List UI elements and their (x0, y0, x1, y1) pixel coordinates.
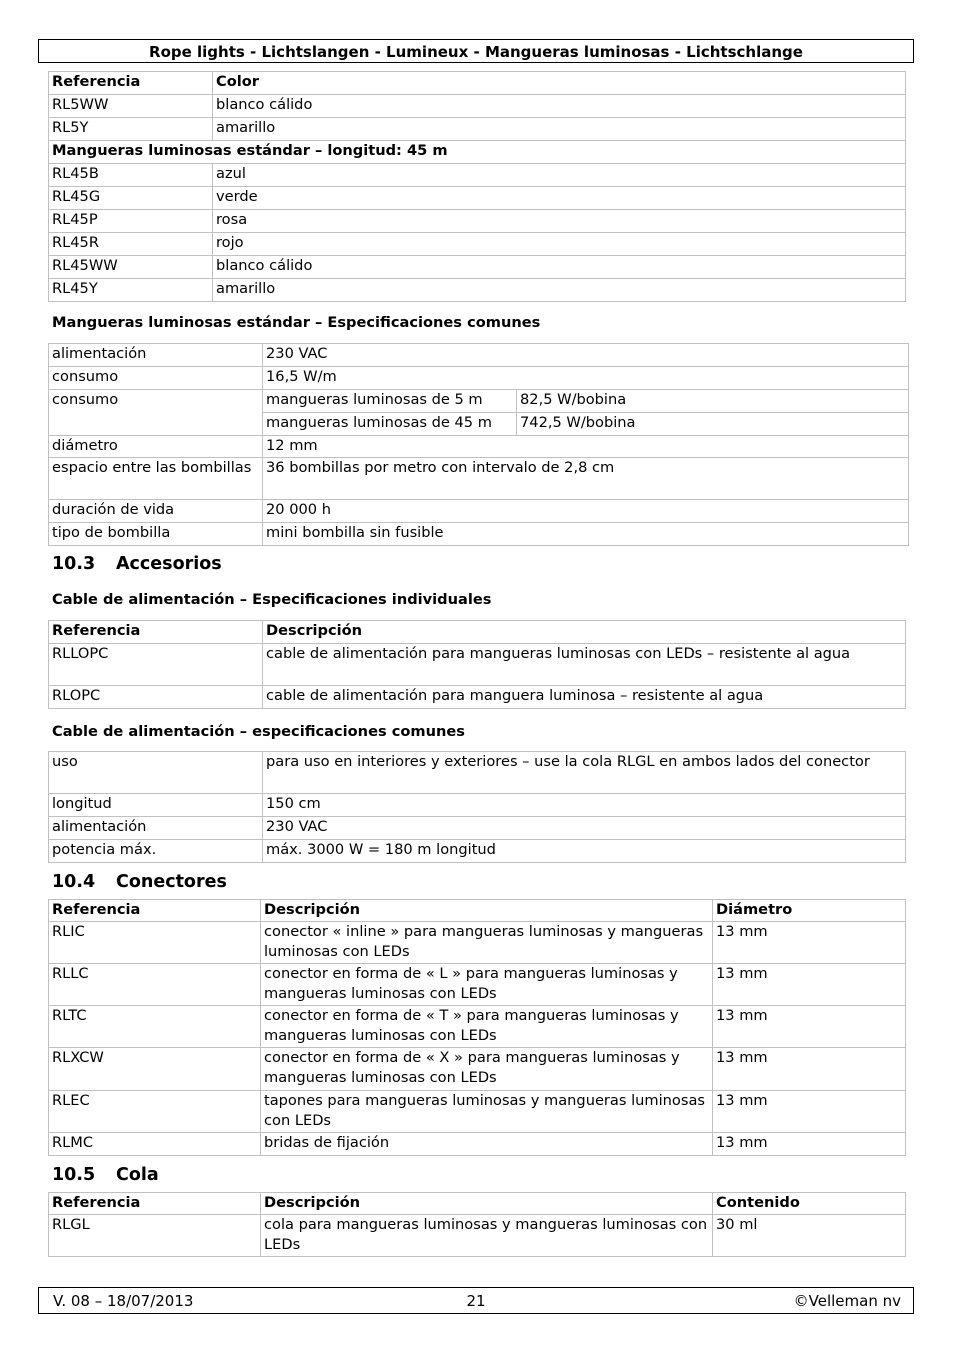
table-cell: conector en forma de « T » para mangueras luminosas y mangueras luminosas con LEDs (261, 1006, 713, 1048)
table-cell: 13 mm (713, 922, 906, 964)
table-cell: verde (213, 187, 906, 210)
spec-label: longitud (49, 794, 263, 817)
table-row (49, 840, 906, 863)
table-cell: amarillo (213, 279, 906, 302)
spec-label: alimentación (49, 817, 263, 840)
table-cell: 13 mm (713, 1006, 906, 1048)
table-cell: 30 ml (713, 1215, 906, 1257)
table-cell: 13 mm (713, 1091, 906, 1133)
table-row (49, 500, 909, 523)
table-cell: RL45B (49, 164, 213, 187)
spec-value: 230 VAC (263, 344, 909, 367)
specs-common-table (48, 343, 909, 546)
table-cell: blanco cálido (213, 256, 906, 279)
spec-label: uso (49, 752, 263, 794)
table-cell: RLIC (49, 922, 261, 964)
table-cell: RLGL (49, 1215, 261, 1257)
table-row (49, 1091, 906, 1133)
connectors-table (48, 899, 906, 1156)
page-header: Rope lights - Lichtslangen - Lumineux - Mangueras luminosas - Lichtschlange (38, 39, 914, 63)
footer-version: V. 08 – 18/07/2013 (53, 1292, 194, 1310)
table-row (49, 458, 909, 500)
table-row (49, 233, 906, 256)
section-title: Accesorios (116, 554, 222, 574)
section-row (49, 141, 906, 164)
spec-value: 20 000 h (263, 500, 909, 523)
spec-label: duración de vida (49, 500, 263, 523)
table-row (49, 817, 906, 840)
header-cell: Referencia (49, 1193, 261, 1215)
page-number: 21 (466, 1292, 486, 1310)
spec-value: 16,5 W/m (263, 367, 909, 390)
cable-individual-table (48, 620, 906, 709)
table-cell: RL45Y (49, 279, 213, 302)
table-header-row (49, 1193, 906, 1215)
spec-label: alimentación (49, 344, 263, 367)
spec-sub-value: 82,5 W/bobina (517, 390, 909, 413)
table-row (49, 964, 906, 1006)
table-row (49, 1048, 906, 1091)
table-row (49, 644, 906, 686)
section-title: Conectores (116, 872, 227, 892)
header-cell: Referencia (49, 621, 263, 644)
table-cell: conector « inline » para mangueras luminosas y mangueras luminosas con LEDs (261, 922, 713, 964)
header-cell: Descripción (261, 900, 713, 922)
header-cell: Referencia (49, 900, 261, 922)
header-cell: Contenido (713, 1193, 906, 1215)
spec-label: consumo (49, 390, 263, 436)
table-row (49, 256, 906, 279)
table-row (49, 436, 909, 458)
section-heading-10-4 (52, 872, 227, 892)
cable-individual-heading: Cable de alimentación – Especificaciones individuales (52, 591, 492, 608)
header-cell: Referencia (49, 72, 213, 95)
spec-value: 36 bombillas por metro con intervalo de 2,8 cm (263, 458, 909, 500)
section-number: 10.4 (52, 872, 96, 892)
table-row (49, 1133, 906, 1156)
table-cell: RLLOPC (49, 644, 263, 686)
section-number: 10.5 (52, 1165, 96, 1185)
spec-label: espacio entre las bombillas (49, 458, 263, 500)
table-cell: conector en forma de « L » para mangueras luminosas y mangueras luminosas con LEDs (261, 964, 713, 1006)
table-cell: RL45WW (49, 256, 213, 279)
section-row-label: Mangueras luminosas estándar – longitud: 45 m (49, 141, 906, 164)
spec-value: máx. 3000 W = 180 m longitud (263, 840, 906, 863)
header-cell: Descripción (263, 621, 906, 644)
section-heading-10-3 (52, 554, 222, 574)
table-cell: RL5WW (49, 95, 213, 118)
table-row (49, 210, 906, 233)
header-cell: Descripción (261, 1193, 713, 1215)
table-row (49, 279, 906, 302)
table-header-row (49, 72, 906, 95)
section-heading-10-5 (52, 1165, 159, 1185)
table-cell: cable de alimentación para manguera luminosa – resistente al agua (263, 686, 906, 709)
table-row (49, 1006, 906, 1048)
table-cell: RL45R (49, 233, 213, 256)
table-cell: rosa (213, 210, 906, 233)
spec-label: diámetro (49, 436, 263, 458)
table-header-row (49, 900, 906, 922)
table-cell: blanco cálido (213, 95, 906, 118)
table-cell: rojo (213, 233, 906, 256)
spec-label: consumo (49, 367, 263, 390)
table-cell: RLEC (49, 1091, 261, 1133)
spec-value: 12 mm (263, 436, 909, 458)
table-cell: 13 mm (713, 1133, 906, 1156)
glue-table (48, 1192, 906, 1257)
spec-value: 150 cm (263, 794, 906, 817)
table-cell: 13 mm (713, 964, 906, 1006)
spec-value: 230 VAC (263, 817, 906, 840)
table-cell: 13 mm (713, 1048, 906, 1091)
table-row (49, 1215, 906, 1257)
section-title: Cola (116, 1165, 159, 1185)
table-cell: RLMC (49, 1133, 261, 1156)
table-cell: cable de alimentación para mangueras luminosas con LEDs – resistente al agua (263, 644, 906, 686)
table-cell: cola para mangueras luminosas y mangueras luminosas con LEDs (261, 1215, 713, 1257)
spec-label: tipo de bombilla (49, 523, 263, 546)
table-cell: tapones para mangueras luminosas y mangueras luminosas con LEDs (261, 1091, 713, 1133)
spec-value: para uso en interiores y exteriores – use la cola RLGL en ambos lados del conector (263, 752, 906, 794)
table-row (49, 344, 909, 367)
table-row (49, 686, 906, 709)
table-cell: amarillo (213, 118, 906, 141)
section-number: 10.3 (52, 554, 96, 574)
spec-value: mini bombilla sin fusible (263, 523, 909, 546)
table-cell: RL45G (49, 187, 213, 210)
table-cell: conector en forma de « X » para mangueras luminosas y mangueras luminosas con LEDs (261, 1048, 713, 1091)
footer-copyright: ©Velleman nv (793, 1292, 901, 1310)
specs-common-heading: Mangueras luminosas estándar – Especificaciones comunes (52, 314, 541, 331)
table-row (49, 752, 906, 794)
header-cell: Color (213, 72, 906, 95)
table-row (49, 922, 906, 964)
table-cell: bridas de fijación (261, 1133, 713, 1156)
table-cell: RL5Y (49, 118, 213, 141)
table-cell: RLOPC (49, 686, 263, 709)
table-cell: RLTC (49, 1006, 261, 1048)
table-cell: RL45P (49, 210, 213, 233)
spec-label: potencia máx. (49, 840, 263, 863)
table-row (49, 523, 909, 546)
table-cell: RLLC (49, 964, 261, 1006)
header-cell: Diámetro (713, 900, 906, 922)
cable-common-table (48, 751, 906, 863)
page-footer (38, 1287, 914, 1314)
table-row (49, 390, 909, 413)
table-row (49, 164, 906, 187)
spec-sub-value: 742,5 W/bobina (517, 413, 909, 436)
table-row (49, 794, 906, 817)
spec-sub-label: mangueras luminosas de 5 m (263, 390, 517, 413)
table-header-row (49, 621, 906, 644)
table-row (49, 95, 906, 118)
table-row (49, 187, 906, 210)
table-row (49, 118, 906, 141)
spec-sub-label: mangueras luminosas de 45 m (263, 413, 517, 436)
table-cell: RLXCW (49, 1048, 261, 1091)
table-cell: azul (213, 164, 906, 187)
table-row (49, 367, 909, 390)
cable-common-heading: Cable de alimentación – especificaciones comunes (52, 723, 465, 740)
colors-table (48, 71, 906, 302)
